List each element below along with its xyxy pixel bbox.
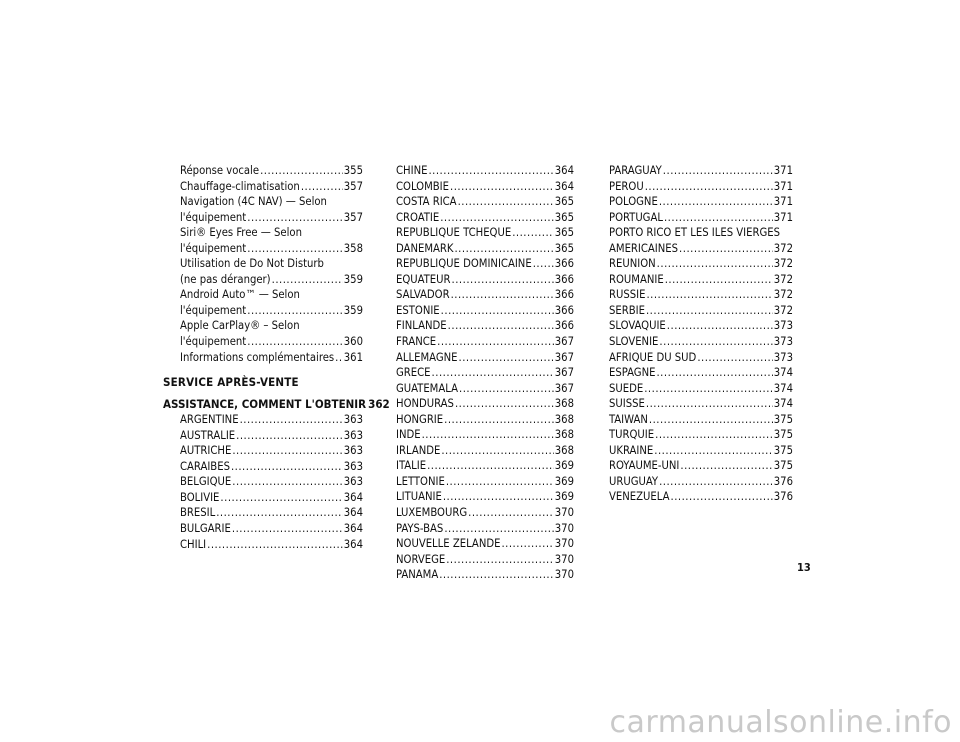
toc-entry[interactable]: SLOVAQUIE ..... 373	[609, 318, 793, 334]
toc-entry[interactable]: ITALIE ..... 369	[396, 458, 574, 474]
toc-entry[interactable]: Réponse vocale ..... 355	[163, 163, 363, 179]
toc-entry[interactable]: UKRAINE ..... 375	[609, 443, 793, 459]
toc-entry[interactable]: Chauffage-climatisation ..... 357	[163, 179, 363, 195]
toc-entry[interactable]: BULGARIE ..... 364	[163, 521, 363, 537]
toc-entry[interactable]: PANAMA ..... 370	[396, 567, 574, 583]
toc-entry[interactable]: FINLANDE ..... 366	[396, 318, 574, 334]
toc-entry[interactable]: CARAIBES ..... 363	[163, 459, 363, 475]
toc-entry[interactable]: DANEMARK ..... 365	[396, 241, 574, 257]
toc-entry-line: PORTO RICO ET LES ILES VIERGES	[609, 226, 781, 240]
toc-entry[interactable]: SUISSE ..... 374	[609, 396, 793, 412]
page-number: 13	[797, 561, 811, 574]
toc-subsection-entry[interactable]: ASSISTANCE, COMMENT L'OBTENIR 362	[163, 396, 390, 411]
toc-entry[interactable]: REUNION ..... 372	[609, 256, 793, 272]
toc-entry-line: Android Auto™ — Selon	[180, 288, 300, 302]
toc-entry-line: Apple CarPlay® – Selon	[180, 319, 300, 333]
toc-entry[interactable]: l'équipement ..... 359	[163, 303, 363, 319]
toc-entry[interactable]: PARAGUAY ..... 371	[609, 163, 793, 179]
toc-entry[interactable]: REPUBLIQUE DOMINICAINE ..... 366	[396, 256, 574, 272]
toc-entry[interactable]: LETTONIE ..... 369	[396, 474, 574, 490]
toc-entry[interactable]: FRANCE ..... 367	[396, 334, 574, 350]
section-heading: SERVICE APRÈS-VENTE	[163, 375, 299, 390]
toc-entry[interactable]: POLOGNE ..... 371	[609, 194, 793, 210]
toc-entry[interactable]: CHINE ..... 364	[396, 163, 574, 179]
toc-entry[interactable]: SLOVENIE ..... 373	[609, 334, 793, 350]
toc-entry[interactable]: TAIWAN ..... 375	[609, 412, 793, 428]
toc-entry[interactable]: URUGUAY ..... 376	[609, 474, 793, 490]
toc-entry[interactable]: BELGIQUE ..... 363	[163, 474, 363, 490]
toc-entry[interactable]: SALVADOR ..... 366	[396, 287, 574, 303]
toc-entry[interactable]: EQUATEUR ..... 366	[396, 272, 574, 288]
toc-entry[interactable]: RUSSIE ..... 372	[609, 287, 793, 303]
toc-column-1	[163, 163, 390, 552]
toc-entry[interactable]: ROYAUME-UNI ..... 375	[609, 458, 793, 474]
watermark: carmanualsonline.info	[609, 705, 952, 740]
toc-entry[interactable]: Informations complémentaires ..... 361	[163, 350, 363, 366]
toc-entry[interactable]: l'équipement ..... 358	[163, 241, 363, 257]
toc-entry[interactable]: PEROU ..... 371	[609, 179, 793, 195]
toc-entry[interactable]: NORVEGE ..... 370	[396, 552, 574, 568]
toc-entry[interactable]: TURQUIE ..... 375	[609, 427, 793, 443]
toc-entry[interactable]: PAYS-BAS ..... 370	[396, 521, 574, 537]
toc-entry[interactable]: ALLEMAGNE ..... 367	[396, 350, 574, 366]
toc-entry[interactable]: LITUANIE ..... 369	[396, 489, 574, 505]
toc-entry[interactable]: PORTUGAL ..... 371	[609, 210, 793, 226]
toc-column-2	[396, 163, 574, 583]
toc-entry[interactable]: (ne pas déranger) ..... 359	[163, 272, 363, 288]
toc-entry[interactable]: COLOMBIE ..... 364	[396, 179, 574, 195]
toc-entry[interactable]: ROUMANIE ..... 372	[609, 272, 793, 288]
toc-entry[interactable]: l'équipement ..... 357	[163, 210, 363, 226]
country-list	[163, 412, 363, 552]
toc-entry[interactable]: ESPAGNE ..... 374	[609, 365, 793, 381]
toc-column-3	[609, 163, 793, 505]
toc-entry[interactable]: AFRIQUE DU SUD ..... 373	[609, 350, 793, 366]
toc-entry[interactable]: AMERICAINES ..... 372	[609, 241, 793, 257]
toc-entry-line: Utilisation de Do Not Disturb	[180, 257, 324, 271]
toc-entry[interactable]: CROATIE ..... 365	[396, 210, 574, 226]
toc-entry[interactable]: NOUVELLE ZELANDE ..... 370	[396, 536, 574, 552]
toc-entry[interactable]: COSTA RICA ..... 365	[396, 194, 574, 210]
toc-entry[interactable]: INDE ..... 368	[396, 427, 574, 443]
toc-entry[interactable]: AUSTRALIE ..... 363	[163, 428, 363, 444]
toc-entry[interactable]: VENEZUELA ..... 376	[609, 489, 793, 505]
toc-entry[interactable]: IRLANDE ..... 368	[396, 443, 574, 459]
toc-entry[interactable]: HONGRIE ..... 368	[396, 412, 574, 428]
toc-entry[interactable]: l'équipement ..... 360	[163, 334, 363, 350]
toc-entry[interactable]: CHILI ..... 364	[163, 537, 363, 553]
toc-entry[interactable]: SUEDE ..... 374	[609, 381, 793, 397]
toc-entry-line: Navigation (4C NAV) — Selon	[180, 195, 327, 209]
toc-entry[interactable]: BRESIL ..... 364	[163, 505, 363, 521]
toc-entry-line: Siri® Eyes Free — Selon	[180, 226, 302, 240]
toc-entry[interactable]: ARGENTINE ..... 363	[163, 412, 363, 428]
toc-entry[interactable]: ESTONIE ..... 366	[396, 303, 574, 319]
toc-entry[interactable]: HONDURAS ..... 368	[396, 396, 574, 412]
toc-entry[interactable]: BOLIVIE ..... 364	[163, 490, 363, 506]
toc-entry[interactable]: LUXEMBOURG ..... 370	[396, 505, 574, 521]
toc-entry[interactable]: SERBIE ..... 372	[609, 303, 793, 319]
toc-entry[interactable]: GUATEMALA ..... 367	[396, 381, 574, 397]
toc-entry[interactable]: GRECE ..... 367	[396, 365, 574, 381]
toc-entry[interactable]: AUTRICHE ..... 363	[163, 443, 363, 459]
toc-entry[interactable]: REPUBLIQUE TCHEQUE ..... 365	[396, 225, 574, 241]
